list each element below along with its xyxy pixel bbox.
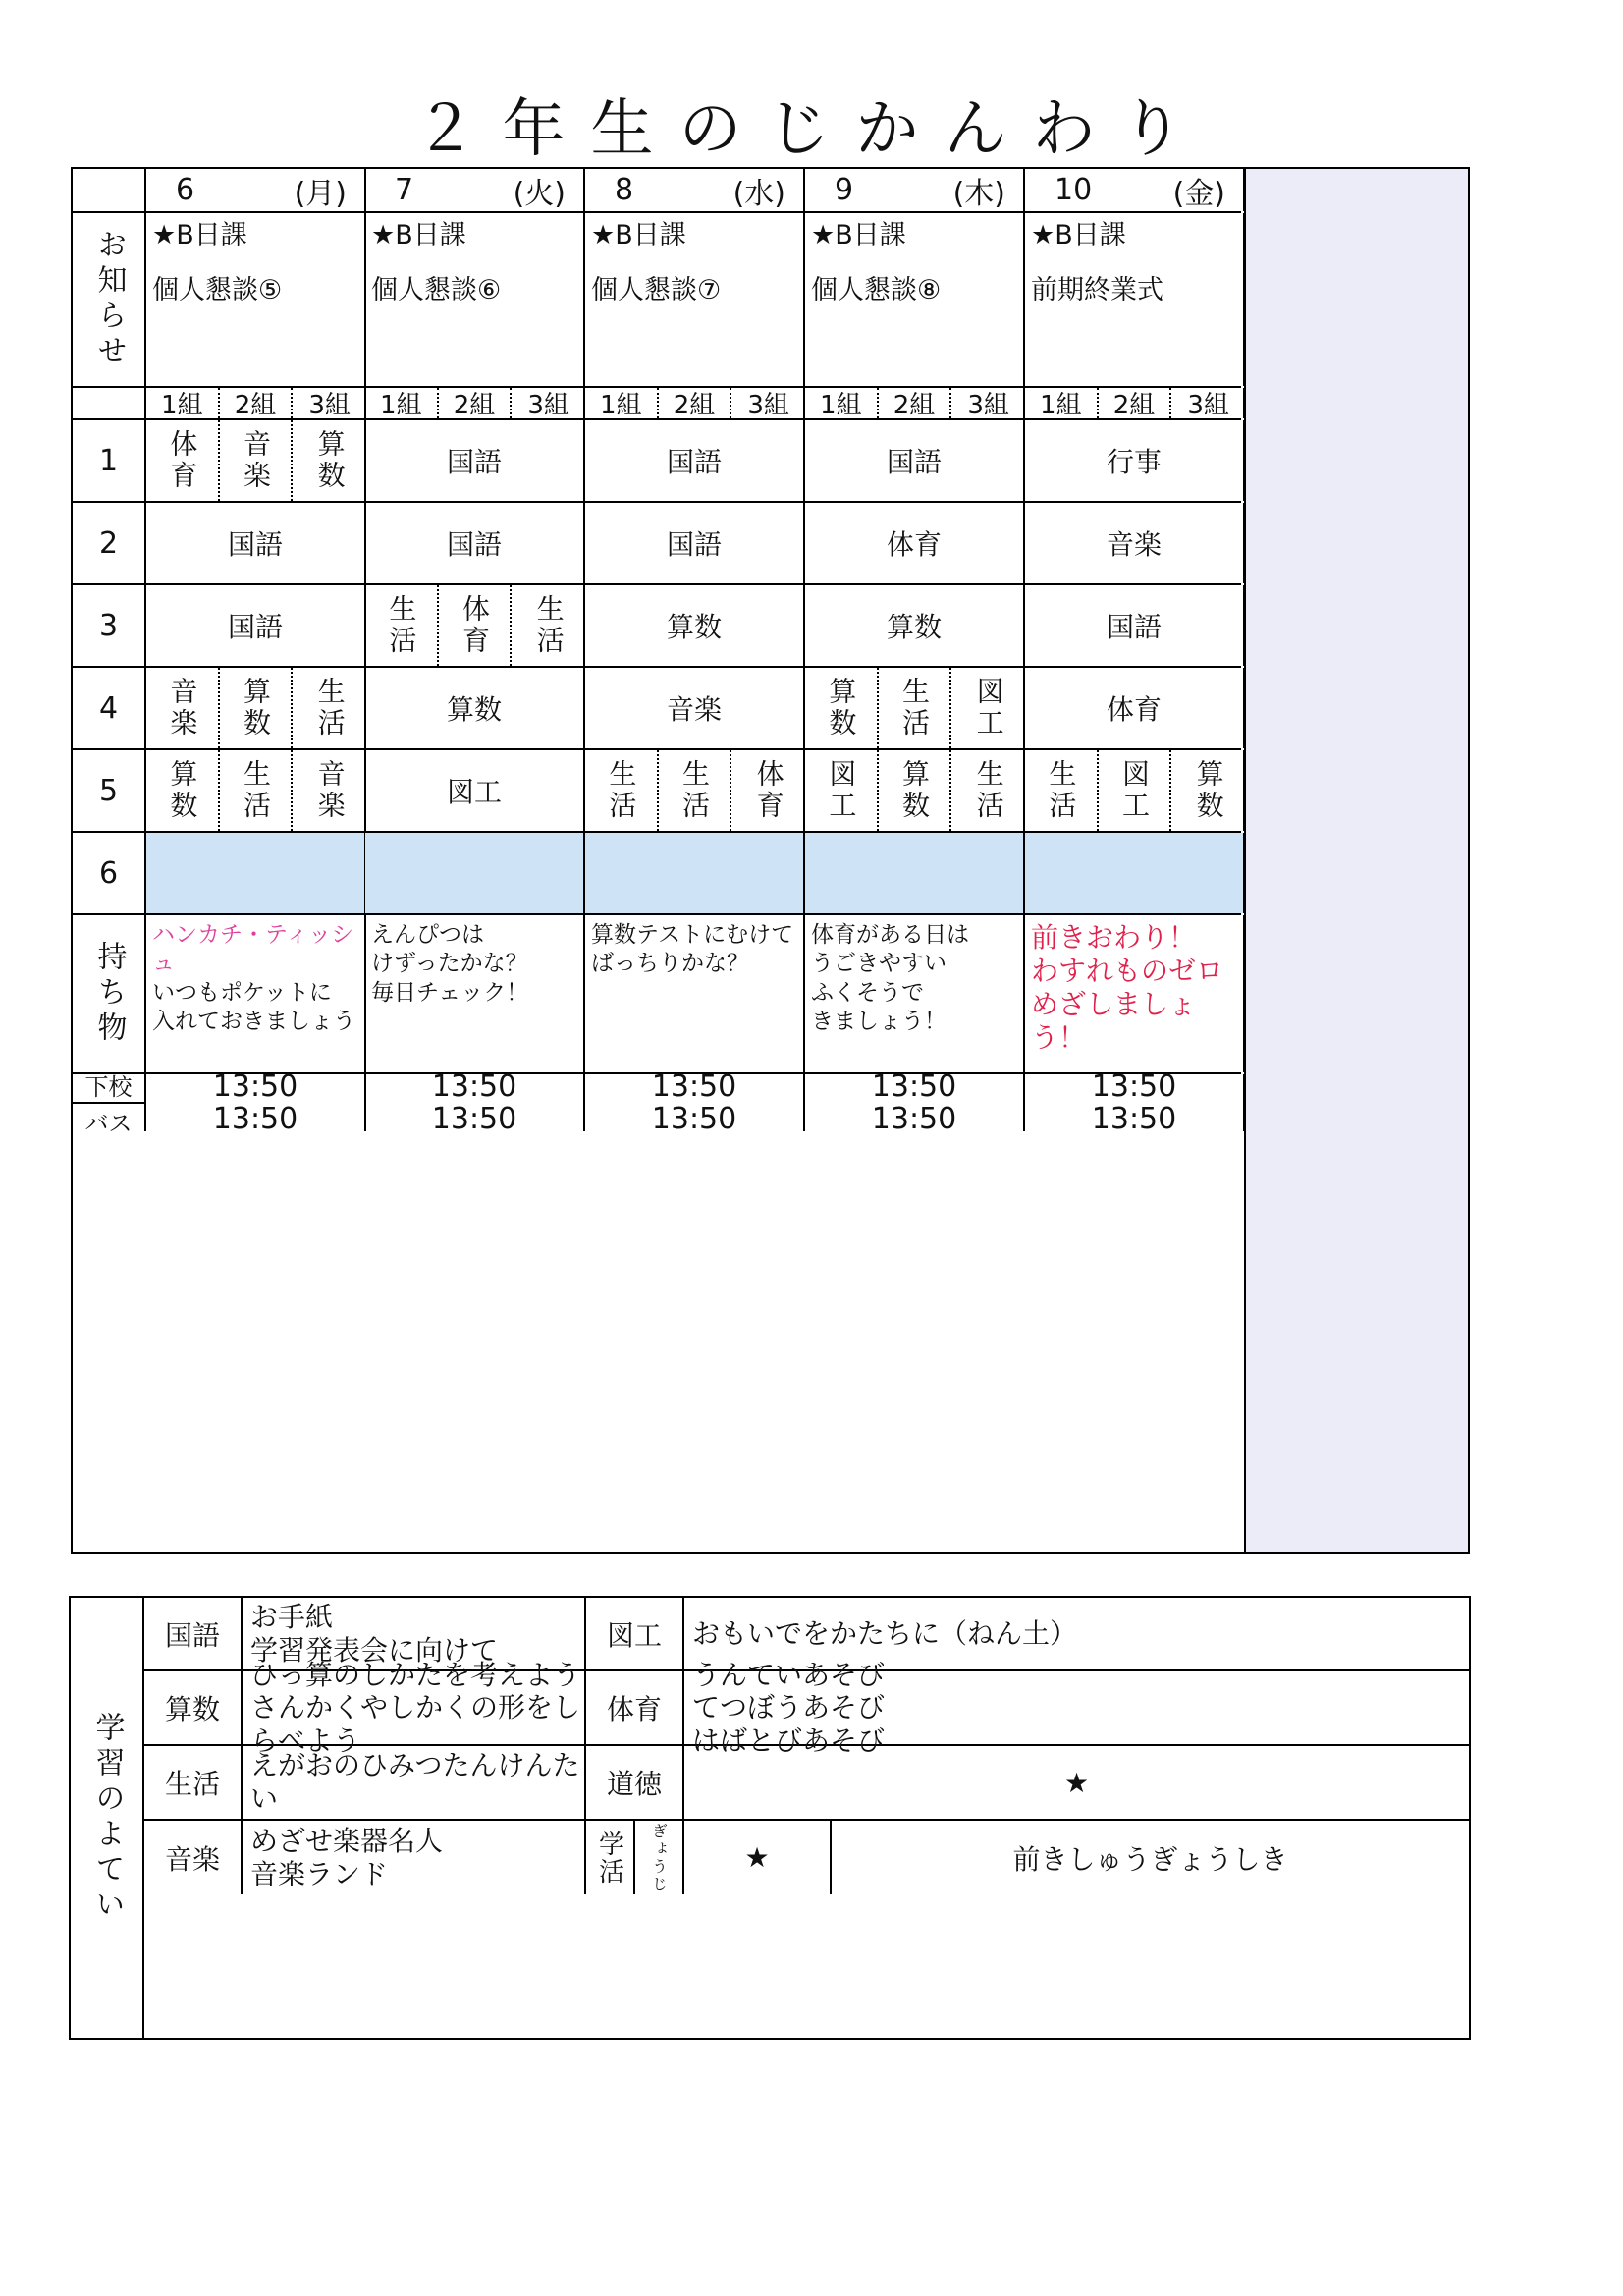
item-line: ばっちりかな？: [591, 951, 749, 977]
class-header-1: [365, 388, 585, 418]
item-line: 算数テストにむけて: [591, 922, 794, 948]
subject-text: 算数: [886, 611, 942, 643]
class-subject: [365, 585, 439, 666]
period-number: 5: [98, 773, 119, 808]
goal-note-gakkatsu: 前きしゅうぎょうしき: [1012, 1842, 1288, 1876]
class-subject: [439, 585, 513, 666]
subject-text: 音楽: [166, 677, 199, 739]
day-header-2: [585, 169, 805, 211]
subject-text: 体育: [166, 429, 199, 492]
period-4-day-1: [365, 668, 585, 748]
goals-row-4: [144, 1821, 1469, 1894]
notice-2: [585, 213, 805, 386]
period-number: 4: [98, 690, 119, 726]
period-4-day-3: [805, 668, 1025, 748]
day-weekday: (火): [513, 176, 566, 211]
day-weekday: (月): [294, 176, 347, 211]
items-label-cell: [73, 915, 146, 1072]
subject-text: 算数: [313, 429, 347, 492]
items-1: [365, 915, 585, 1072]
subject-text: 図工: [1117, 759, 1151, 822]
class-subject: [220, 420, 294, 501]
subject-text: 生活: [972, 759, 1005, 822]
time-0: [146, 1069, 366, 1136]
day-weekday: (金): [1172, 176, 1225, 211]
goal-subject-dotoku: 道徳: [586, 1746, 684, 1819]
period-row-1: [73, 420, 1241, 503]
bus-time: 13:50: [871, 1102, 957, 1136]
subject-text: 生活: [532, 594, 566, 657]
study-goals-table: [69, 1596, 1471, 2040]
bus-time: 13:50: [431, 1102, 517, 1136]
dismissal-row: [73, 1069, 1241, 1137]
subject-text: 図工: [825, 759, 858, 822]
notice-line: 前期終業式: [1031, 274, 1163, 305]
item-line: ハンカチ・ティッシュ: [152, 922, 354, 977]
goal-content-dotoku: ★: [1063, 1766, 1090, 1799]
item-line: めざしましょう！: [1031, 988, 1197, 1055]
class-subject: [951, 668, 1025, 748]
subject-text: 体育: [1106, 693, 1162, 726]
class-subject: [146, 668, 220, 748]
notice-3: [805, 213, 1025, 386]
items-row: [73, 915, 1241, 1074]
subject-text: 生活: [313, 677, 347, 739]
period-2-day-2: [585, 503, 805, 583]
subject-text: 国語: [446, 528, 502, 561]
subject-text: 国語: [1106, 611, 1162, 643]
class-header-0: [146, 388, 366, 418]
notices-row: [73, 213, 1241, 388]
period-5-day-2: [585, 750, 805, 831]
period-2-day-0: [146, 503, 366, 583]
class-label: 2組: [879, 388, 952, 418]
goal-content-gakkatsu: ★: [684, 1821, 832, 1894]
subject-text: 国語: [446, 446, 502, 478]
period-row-6: [73, 833, 1241, 915]
period-3-day-1: [365, 585, 585, 666]
class-subject: [512, 585, 585, 666]
day-date: 7: [395, 173, 414, 207]
item-line: いつもポケットに: [152, 979, 332, 1006]
class-label: 2組: [1099, 388, 1172, 418]
goal-line: 学習発表会に向けて: [250, 1633, 499, 1667]
goal-subject-ongaku: 音楽: [144, 1821, 243, 1894]
goal-content-ongaku: [243, 1821, 586, 1894]
notice-0: [146, 213, 366, 386]
class-subject: [1025, 750, 1099, 831]
item-line: 体育がある日は: [811, 922, 969, 948]
goal-subject-taiiku: 体育: [586, 1671, 684, 1744]
period-1-day-2: [585, 420, 805, 501]
period-5-day-4: [1025, 750, 1245, 831]
class-label: 2組: [220, 388, 294, 418]
subject-text: 音楽: [313, 759, 347, 822]
class-label: 3組: [308, 391, 351, 420]
period-number: 1: [98, 443, 119, 478]
class-label: 2組: [659, 388, 732, 418]
period-1-day-4: [1025, 420, 1245, 501]
goal-line: うんていあそび: [692, 1658, 886, 1691]
period-6-day-1: [365, 833, 585, 913]
class-label: 1組: [1025, 388, 1099, 418]
class-label: 1組: [805, 388, 879, 418]
subject-text: 生活: [385, 594, 418, 657]
class-subject: [805, 750, 879, 831]
period-1-day-1: [365, 420, 585, 501]
time-1: [365, 1069, 585, 1136]
items-2: [585, 915, 805, 1072]
day-header-row: [73, 169, 1241, 213]
subject-text: 算数: [239, 677, 272, 739]
goal-subject-kokugo: 国語: [144, 1598, 243, 1669]
goal-line: えがおのひみつたんけんたい: [250, 1749, 580, 1815]
class-label: 1組: [146, 388, 220, 418]
subject-text: 図工: [972, 677, 1005, 739]
day-header-1: [365, 169, 585, 211]
bus-label: バス: [84, 1110, 133, 1137]
notice-1: [365, 213, 585, 386]
class-label: 3組: [967, 391, 1009, 420]
class-subject: [585, 750, 659, 831]
period-5-day-3: [805, 750, 1025, 831]
class-subject: [293, 750, 366, 831]
goal-subject-seikatsu: 生活: [144, 1746, 243, 1819]
items-0: [146, 915, 366, 1072]
goal-subject-sansu: 算数: [144, 1671, 243, 1744]
period-row-5: [73, 750, 1241, 833]
period-number-cell: [73, 503, 146, 583]
class-label: 1組: [365, 388, 439, 418]
period-1-day-0: [146, 420, 366, 501]
class-subject: [293, 420, 366, 501]
goals-row-2: [144, 1658, 1469, 1757]
class-subject: [879, 668, 952, 748]
class-label: 3組: [747, 391, 789, 420]
goal-subject-gakkatsu-sub: ぎょうじ: [635, 1821, 684, 1894]
period-2-day-1: [365, 503, 585, 583]
dismissal-time: 13:50: [651, 1069, 737, 1104]
subject-text: 算数: [166, 759, 199, 822]
item-line: きましょう！: [811, 1009, 947, 1035]
dismissal-time: 13:50: [1091, 1069, 1177, 1104]
period-6-day-0: [146, 833, 366, 913]
notice-line: ★B日課: [591, 220, 686, 250]
notice-line: 個人懇談⑥: [371, 274, 502, 305]
period-6-day-2: [585, 833, 805, 913]
class-subject: [1099, 750, 1172, 831]
subject-text: 生活: [897, 677, 931, 739]
goal-subject-zuko: 図工: [586, 1598, 684, 1669]
page-title: ２年生のじかんわり: [413, 93, 1210, 166]
class-header-2: [585, 388, 805, 418]
period-3-day-3: [805, 585, 1025, 666]
item-line: 入れておきましょう: [152, 1009, 355, 1035]
period-5-day-0: [146, 750, 366, 831]
subject-text: 図工: [446, 776, 502, 808]
class-subject: [1171, 750, 1245, 831]
class-subject: [146, 750, 220, 831]
class-header-4: [1025, 388, 1245, 418]
period-number-cell: [73, 585, 146, 666]
period-number: 3: [98, 608, 119, 643]
day-header-0: [146, 169, 366, 211]
subject-text: 体育: [752, 759, 785, 822]
period-number-cell: [73, 668, 146, 748]
notice-line: 個人懇談⑦: [591, 274, 722, 305]
notice-line: ★B日課: [371, 220, 466, 250]
bus-time: 13:50: [651, 1102, 737, 1136]
class-label: 3組: [1187, 391, 1229, 420]
class-label: 2組: [439, 388, 513, 418]
goal-line: おもいでをかたちに（ねん土）: [692, 1616, 1078, 1650]
item-line: 毎日チェック！: [371, 979, 529, 1006]
period-6-day-3: [805, 833, 1025, 913]
goals-label: 学習のよてい: [89, 1712, 125, 1924]
item-line: ふくそうで: [811, 979, 924, 1006]
period-2-day-3: [805, 503, 1025, 583]
notice-line: ★B日課: [152, 220, 247, 250]
class-header-3: [805, 388, 1025, 418]
notices-label-cell: [73, 213, 146, 386]
notice-4: [1025, 213, 1245, 386]
class-header-row: [73, 388, 1241, 420]
day-header-4: [1025, 169, 1245, 211]
subject-text: 生活: [677, 759, 711, 822]
subject-text: 算数: [825, 677, 858, 739]
dismissal-label: 下校: [73, 1067, 144, 1104]
subject-text: 算数: [446, 693, 502, 726]
period-4-day-2: [585, 668, 805, 748]
day-header-3: [805, 169, 1025, 211]
subject-text: 生活: [239, 759, 272, 822]
class-subject: [146, 420, 220, 501]
item-line: うごきやすい: [811, 951, 947, 977]
class-label: 1組: [585, 388, 659, 418]
subject-text: 国語: [666, 446, 722, 478]
day-date: 8: [615, 173, 634, 207]
period-2-day-4: [1025, 503, 1245, 583]
goal-content-taiiku: [684, 1658, 1469, 1757]
period-3-day-4: [1025, 585, 1245, 666]
items-4: [1025, 915, 1245, 1072]
class-subject: [951, 750, 1025, 831]
subject-text: 音楽: [666, 693, 722, 726]
item-line: 前きおわり！: [1031, 921, 1197, 954]
item-line: えんぴつは: [371, 922, 484, 948]
class-label: 3組: [527, 391, 569, 420]
goal-line: てつぼうあそび: [692, 1691, 886, 1724]
period-row-2: [73, 503, 1241, 585]
class-subject: [805, 668, 879, 748]
items-3: [805, 915, 1025, 1072]
dismissal-time: 13:50: [212, 1069, 298, 1104]
goal-line: 音楽ランド: [250, 1857, 389, 1890]
period-row-4: [73, 668, 1241, 750]
day-date: 9: [835, 173, 854, 207]
subject-text: 生活: [605, 759, 638, 822]
subject-text: 体育: [886, 528, 942, 561]
subject-text: 音楽: [239, 429, 272, 492]
goal-line: はばとびあそび: [692, 1723, 886, 1757]
period-1-day-3: [805, 420, 1025, 501]
notice-line: 個人懇談⑧: [811, 274, 942, 305]
period-number: 2: [98, 525, 119, 561]
period-row-3: [73, 585, 1241, 668]
notice-line: ★B日課: [811, 220, 906, 250]
goal-line: さんかくやしかくの形をしらべよう: [250, 1691, 581, 1757]
period-5-day-1: [365, 750, 585, 831]
subject-text: 算数: [897, 759, 931, 822]
items-label: 持ち物: [91, 941, 127, 1047]
goal-content-seikatsu: [243, 1746, 586, 1819]
item-line: けずったかな？: [371, 951, 528, 977]
side-shade: [1244, 169, 1468, 1552]
subject-text: 国語: [886, 446, 942, 478]
notice-line: 個人懇談⑤: [152, 274, 283, 305]
bus-time: 13:50: [212, 1102, 298, 1136]
subject-text: 国語: [227, 611, 283, 643]
day-date: 10: [1055, 173, 1093, 207]
goals-row-3: [144, 1746, 1469, 1821]
notices-label: お知らせ: [91, 229, 127, 370]
class-subject: [731, 750, 805, 831]
class-corner-cell: [73, 388, 146, 418]
day-weekday: (水): [732, 176, 785, 211]
period-number-cell: [73, 750, 146, 831]
time-4: [1025, 1069, 1245, 1136]
day-weekday: (木): [952, 176, 1005, 211]
class-subject: [659, 750, 732, 831]
corner-cell: [73, 169, 146, 211]
goal-line: お手紙: [250, 1600, 334, 1633]
subject-text: 体育: [458, 594, 491, 657]
time-2: [585, 1069, 805, 1136]
time-3: [805, 1069, 1025, 1136]
subject-text: 算数: [666, 611, 722, 643]
goal-line: めざせ楽器名人: [250, 1824, 444, 1857]
period-4-day-4: [1025, 668, 1245, 748]
period-3-day-2: [585, 585, 805, 666]
subject-text: 行事: [1106, 446, 1162, 478]
class-subject: [220, 750, 294, 831]
period-3-day-0: [146, 585, 366, 666]
class-subject: [220, 668, 294, 748]
dismissal-time: 13:50: [431, 1069, 517, 1104]
period-number-cell: [73, 420, 146, 501]
period-4-day-0: [146, 668, 366, 748]
dismissal-time: 13:50: [871, 1069, 957, 1104]
subject-text: 国語: [227, 528, 283, 561]
goals-label-cell: [71, 1598, 144, 2038]
subject-text: 音楽: [1106, 528, 1162, 561]
goal-content-sansu: [243, 1658, 586, 1757]
subject-text: 生活: [1045, 759, 1078, 822]
period-number-cell: [73, 833, 146, 913]
subject-text: 国語: [666, 528, 722, 561]
notice-line: ★B日課: [1031, 220, 1126, 250]
goal-subject-gakkatsu: 学活: [586, 1821, 635, 1894]
dismissal-label-cell: [73, 1073, 146, 1137]
period-6-day-4: [1025, 833, 1245, 913]
class-subject: [879, 750, 952, 831]
day-date: 6: [176, 173, 195, 207]
goal-line: ひっ算のしかたを考えよう: [250, 1658, 581, 1691]
item-line: わすれものゼロ: [1031, 955, 1224, 988]
bus-time: 13:50: [1091, 1102, 1177, 1136]
timetable: [71, 167, 1470, 1554]
subject-text: 算数: [1192, 759, 1225, 822]
period-number: 6: [98, 855, 119, 891]
timetable-grid: [73, 169, 1241, 1552]
class-subject: [293, 668, 366, 748]
